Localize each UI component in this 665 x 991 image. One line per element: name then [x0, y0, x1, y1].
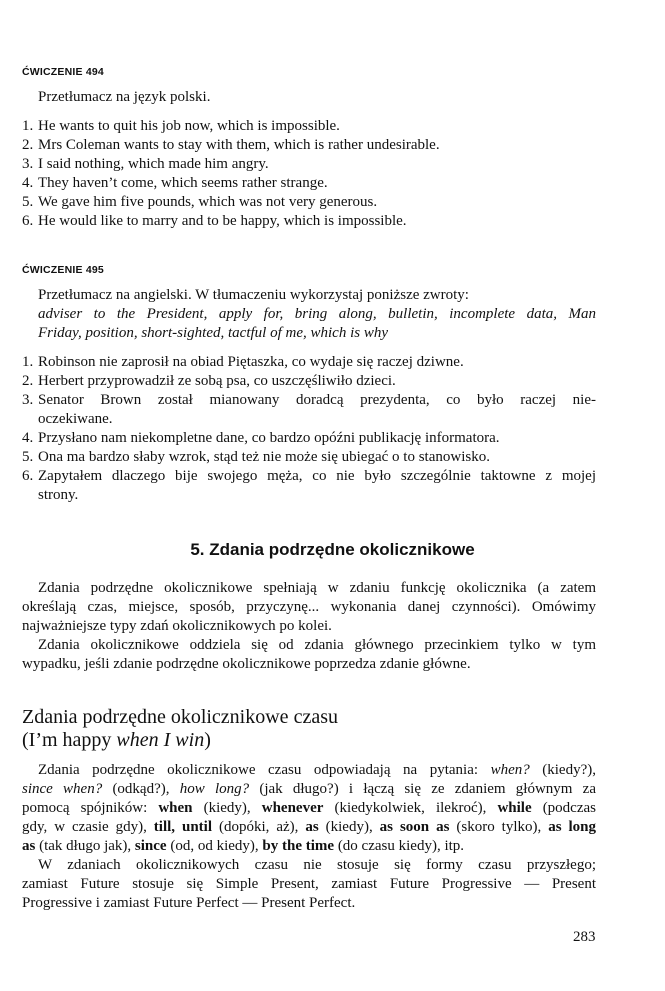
list-item: I said nothing, which made him angry.: [38, 156, 269, 172]
exercise-495-instruction: Przetłumacz na angielski. W tłumaczeniu wykorzystaj poniższe zwroty:: [38, 287, 469, 303]
italic-text: how long?: [179, 781, 250, 797]
page-number: 283: [573, 929, 596, 945]
list-item: They haven’t come, which seems rather strange.: [38, 175, 328, 191]
text: (skoro tylko),: [449, 819, 549, 835]
bold-text: as soon as: [379, 819, 450, 835]
title-text: (I’m happy: [22, 729, 117, 751]
paragraph-line: Zdania podrzędne okolicznikowe spełniają w zdaniu funkcję okolicznika (a zatem: [38, 580, 596, 596]
phrases-line: adviser to the President, apply for, bring along, bulletin, incomplete data, Man: [38, 306, 596, 322]
bold-text: since: [134, 838, 167, 854]
list-item: We gave him five pounds, which was not very generous.: [38, 194, 378, 210]
text: (kiedy),: [318, 819, 380, 835]
text: (dopóki, aż),: [212, 819, 306, 835]
list-item-number: 6.: [22, 468, 34, 484]
subsection-title-example: [22, 728, 211, 752]
text: (od, od kiedy),: [166, 838, 263, 854]
list-item-line: strony.: [38, 487, 79, 503]
bold-text: as: [22, 838, 36, 854]
title-italic-text: when I win: [116, 729, 205, 751]
title-text: ): [204, 729, 211, 751]
bold-text: till, until: [153, 819, 213, 835]
text: (tak długo jak),: [35, 838, 135, 854]
list-item-number: 1.: [22, 118, 34, 134]
paragraph-line-wrap: [38, 579, 596, 598]
text: Zdania podrzędne okolicznikowe czasu odpowiadają na pytania:: [38, 762, 491, 778]
list-item: Przysłano nam niekompletne dane, co bardzo opóźni publikację informatora.: [38, 430, 500, 446]
list-item-number: 5.: [22, 194, 34, 210]
text: gdy, w czasie gdy),: [22, 819, 154, 835]
list-item: [38, 467, 596, 486]
list-item-line: Senator Brown został mianowany doradcą prezydenta, co było raczej nie-: [38, 392, 596, 408]
phrases-line: Friday, position, short-sighted, tactful of me, which is why: [38, 325, 388, 341]
paragraph-line-text: [38, 761, 596, 780]
subsection-title: Zdania podrzędne okolicznikowe czasu: [22, 706, 338, 728]
list-item-number: 6.: [22, 213, 34, 229]
list-item-number: 1.: [22, 354, 34, 370]
paragraph-line: najważniejsze typy zdań okolicznikowych po kolei.: [22, 618, 332, 634]
exercise-495-header: ĆWICZENIE 495: [22, 264, 104, 276]
bold-text: while: [497, 800, 532, 816]
exercise-495-phrases: [38, 305, 596, 324]
paragraph-line-wrap: [38, 636, 596, 655]
paragraph-line: Zdania okolicznikowe oddziela się od zdania głównego przecinkiem tylko w tym: [38, 637, 596, 653]
list-item: He wants to quit his job now, which is impossible.: [38, 118, 340, 134]
paragraph-line-text: [22, 799, 596, 818]
paragraph-line: Progressive i zamiast Future Perfect — Present Perfect.: [22, 895, 356, 911]
paragraph-line: określają czas, miejsce, sposób, przyczynę... wykonania danej czynności). Omówimy: [22, 599, 596, 615]
list-item: He would like to marry and to be happy, which is impossible.: [38, 213, 407, 229]
list-item-number: 4.: [22, 430, 34, 446]
list-item: Robinson nie zaprosił na obiad Piętaszka, co wydaje się raczej dziwne.: [38, 354, 464, 370]
section-title: 5. Zdania podrzędne okolicznikowe: [190, 540, 475, 559]
paragraph-line: [22, 837, 464, 856]
list-item-line: oczekiwane.: [38, 411, 113, 427]
text: (kiedykolwiek, ilekroć),: [323, 800, 498, 816]
paragraph-line-wrap: [22, 598, 596, 617]
list-item: Herbert przyprowadził ze sobą psa, co uszczęśliwiło dzieci.: [38, 373, 396, 389]
italic-text: since when?: [22, 781, 103, 797]
list-item-number: 5.: [22, 449, 34, 465]
exercise-494-instruction: Przetłumacz na język polski.: [38, 89, 211, 105]
paragraph-line: [22, 818, 596, 837]
bold-text: as long: [548, 819, 596, 835]
paragraph-line-text: [22, 780, 596, 799]
list-item: [38, 391, 596, 410]
text: (odkąd?),: [102, 781, 180, 797]
paragraph-line-text: [22, 818, 596, 837]
text: (kiedy),: [192, 800, 262, 816]
list-item-number: 4.: [22, 175, 34, 191]
paragraph-line-wrap: [38, 856, 596, 875]
bold-text: whenever: [261, 800, 324, 816]
text: (jak długo?) i łączą się ze zdaniem głównym za: [249, 781, 596, 797]
text: (kiedy?),: [529, 762, 596, 778]
list-item: Mrs Coleman wants to stay with them, which is rather undesirable.: [38, 137, 440, 153]
text: pomocą spójników:: [22, 800, 159, 816]
list-item-number: 2.: [22, 373, 34, 389]
list-item-line: Zapytałem dlaczego bije swojego męża, co nie było szczególnie taktowne z mojej: [38, 468, 596, 484]
bold-text: when: [158, 800, 193, 816]
text: (podczas: [531, 800, 596, 816]
paragraph-line: [38, 761, 596, 780]
paragraph-line: [22, 799, 596, 818]
list-item-number: 2.: [22, 137, 34, 153]
paragraph-line-wrap: [22, 875, 596, 894]
text: (do czasu kiedy), itp.: [334, 838, 465, 854]
list-item-number: 3.: [22, 392, 34, 408]
list-item-number: 3.: [22, 156, 34, 172]
paragraph-line: [22, 780, 596, 799]
paragraph-line: W zdaniach okolicznikowych czasu nie stosuje się formy czasu przyszłego;: [38, 857, 596, 873]
italic-text: when?: [490, 762, 530, 778]
bold-text: by the time: [262, 838, 335, 854]
list-item: Ona ma bardzo słaby wzrok, stąd też nie może się ubiegać o to stanowisko.: [38, 449, 490, 465]
paragraph-line: zamiast Future stosuje się Simple Present, zamiast Future Progressive — Present: [22, 876, 596, 892]
paragraph-line: wypadku, jeśli zdanie podrzędne okolicznikowe poprzedza zdanie główne.: [22, 656, 471, 672]
bold-text: as: [305, 819, 319, 835]
exercise-494-header: ĆWICZENIE 494: [22, 66, 104, 78]
